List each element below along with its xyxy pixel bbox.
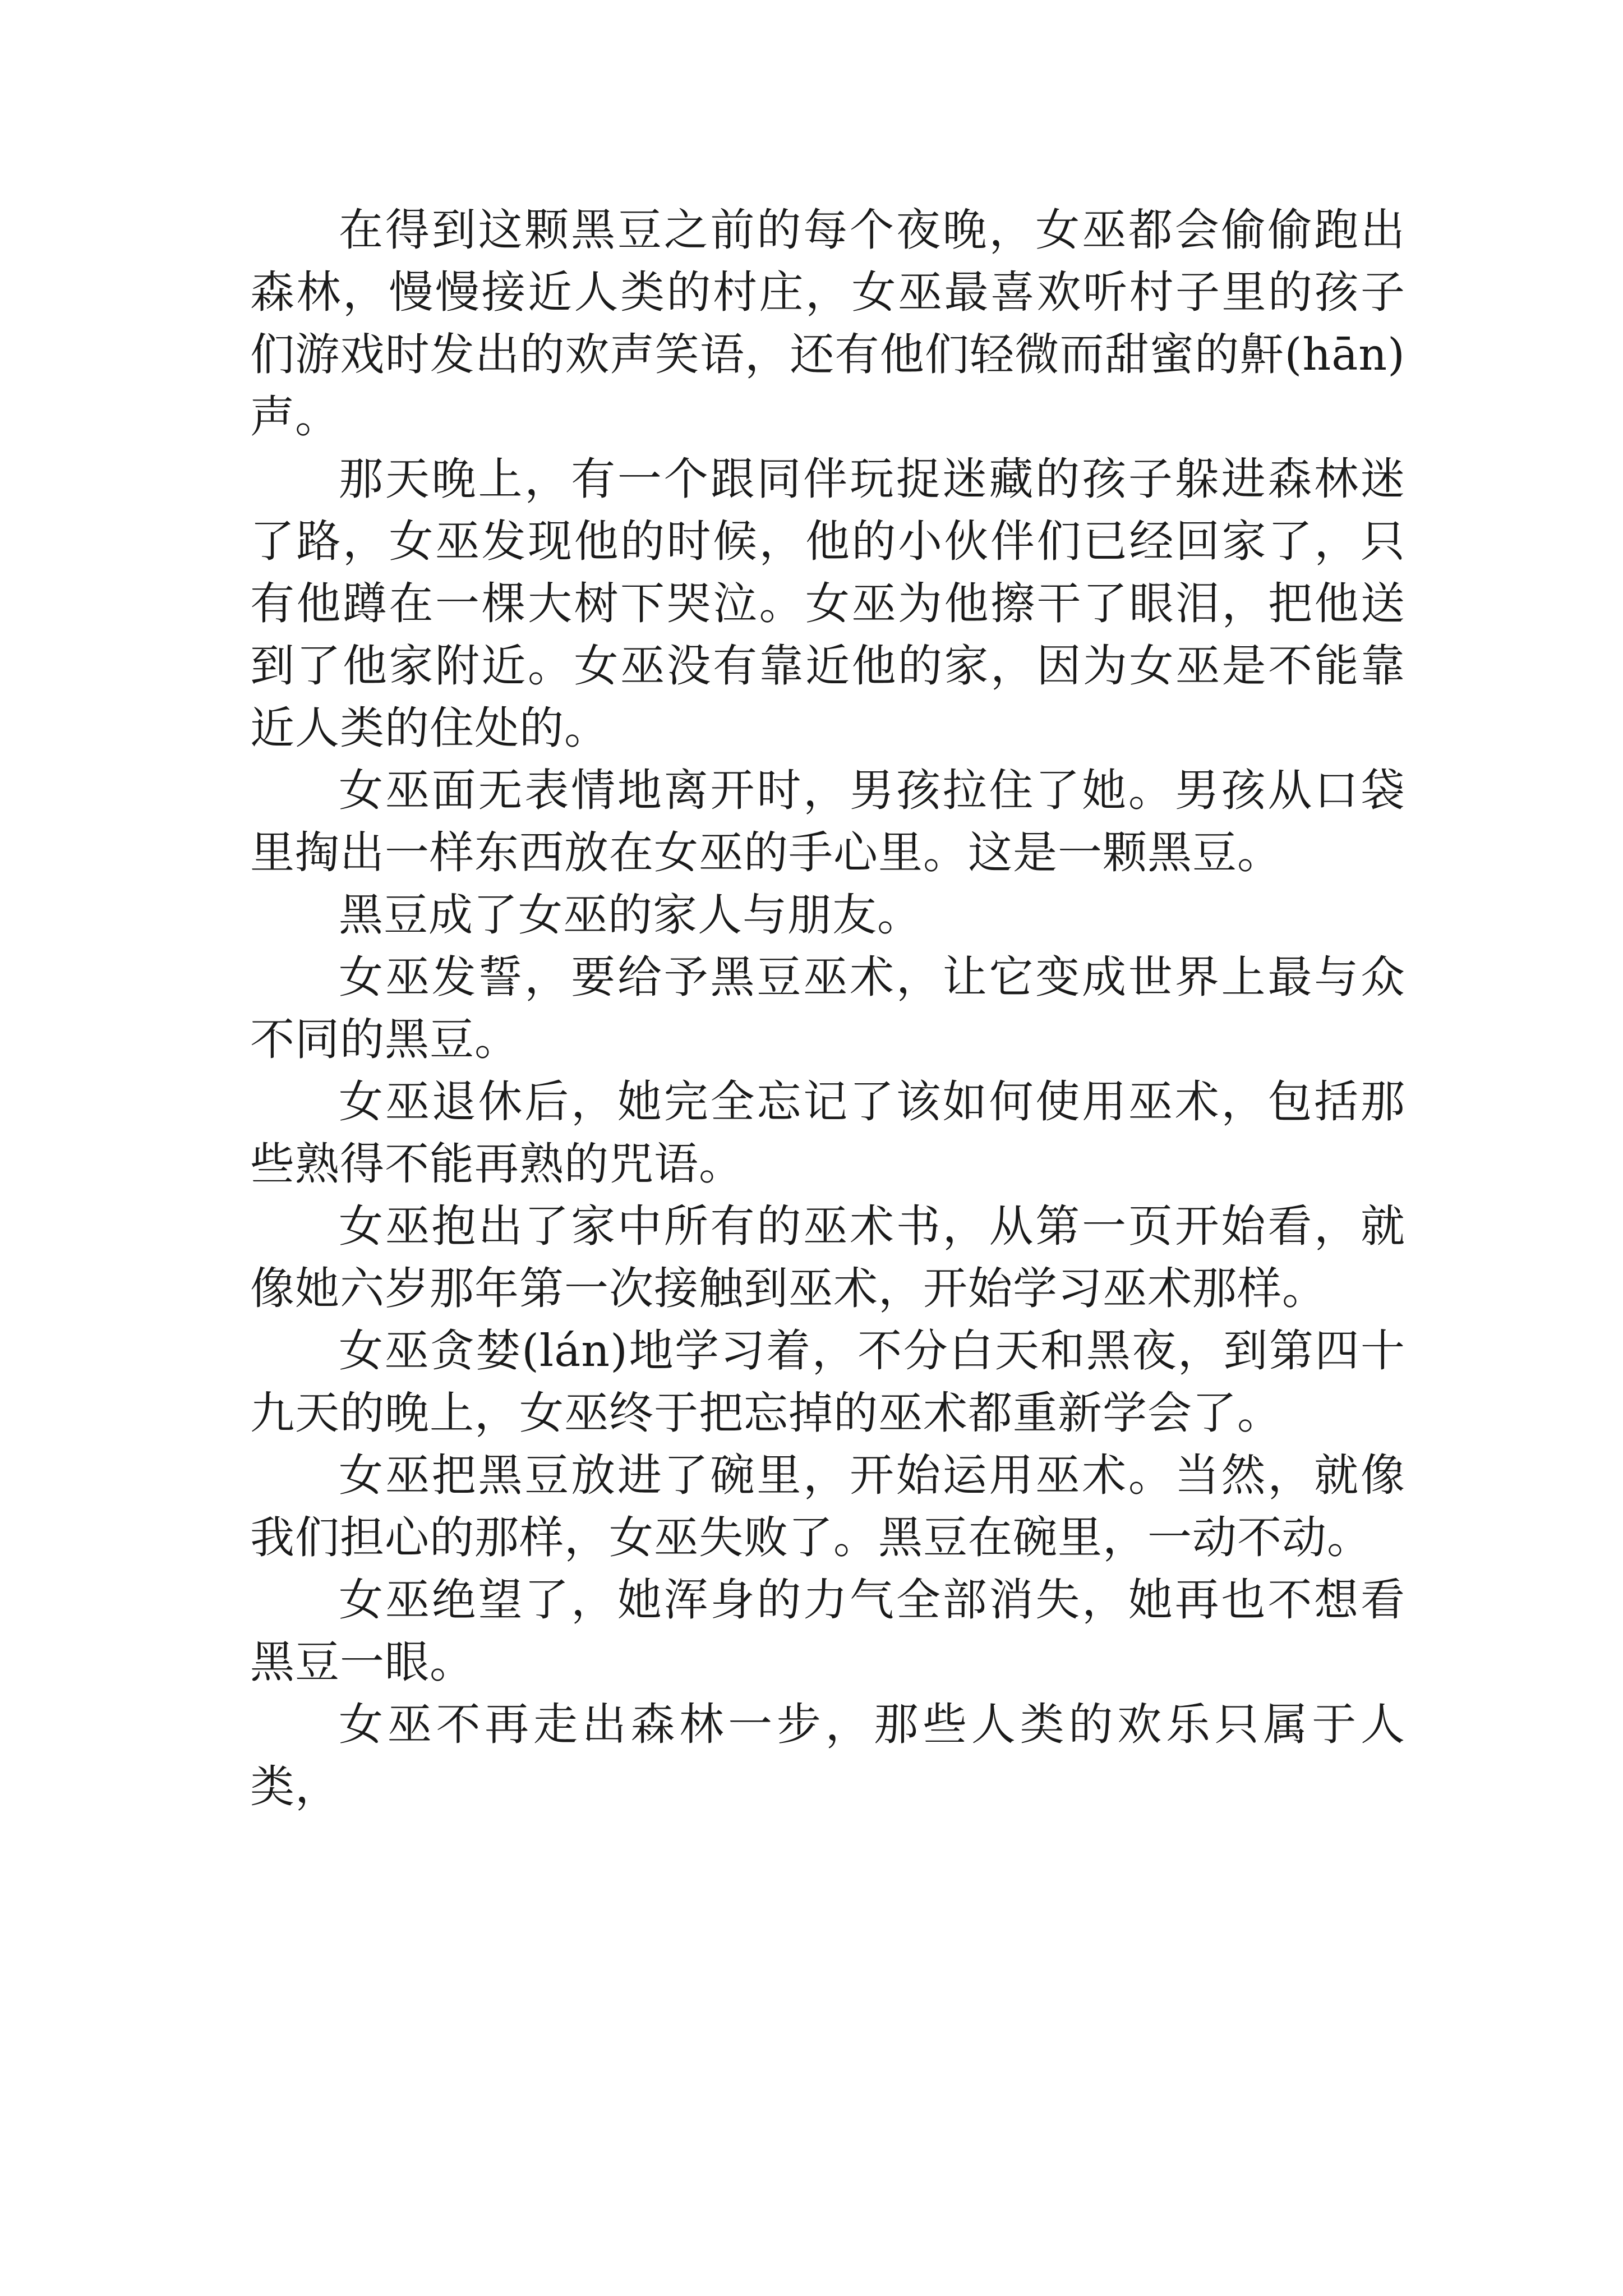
paragraph: 女巫发誓，要给予黑豆巫术，让它变成世界上最与众不同的黑豆。	[250, 951, 1405, 1065]
story-text	[250, 199, 1405, 1818]
paragraph: 女巫不再走出森林一步，那些人类的欢乐只属于人类，	[250, 1699, 1405, 1812]
paragraph: 女巫把黑豆放进了碗里，开始运用巫术。当然，就像我们担心的那样，女巫失败了。黑豆在碗里，一动不动。	[250, 1450, 1405, 1563]
paragraph: 女巫面无表情地离开时，男孩拉住了她。男孩从口袋里掏出一样东西放在女巫的手心里。这是一颗黑豆。	[250, 765, 1405, 878]
paragraph: 女巫绝望了，她浑身的力气全部消失，她再也不想看黑豆一眼。	[250, 1574, 1405, 1688]
paragraph: 女巫抱出了家中所有的巫术书，从第一页开始看，就像她六岁那年第一次接触到巫术，开始学习巫术那样。	[250, 1200, 1405, 1314]
paragraph: 黑豆成了女巫的家人与朋友。	[339, 889, 922, 941]
paragraph: 女巫贪婪(lán)地学习着，不分白天和黑夜，到第四十九天的晚上，女巫终于把忘掉的巫术都重新学会了。	[250, 1325, 1405, 1439]
paragraph: 在得到这颗黑豆之前的每个夜晚，女巫都会偷偷跑出森林，慢慢接近人类的村庄，女巫最喜欢听村子里的孩子们游戏时发出的欢声笑语，还有他们轻微而甜蜜的鼾(hān)声。	[250, 204, 1405, 443]
paragraph: 那天晚上，有一个跟同伴玩捉迷藏的孩子躲进森林迷了路，女巫发现他的时候，他的小伙伴们已经回家了，只有他蹲在一棵大树下哭泣。女巫为他擦干了眼泪，把他送到了他家附近。女巫没有靠近他的家，因为女巫是不能靠近人类的住处的。	[250, 453, 1405, 754]
paragraph: 女巫退休后，她完全忘记了该如何使用巫术，包括那些熟得不能再熟的咒语。	[250, 1076, 1405, 1190]
